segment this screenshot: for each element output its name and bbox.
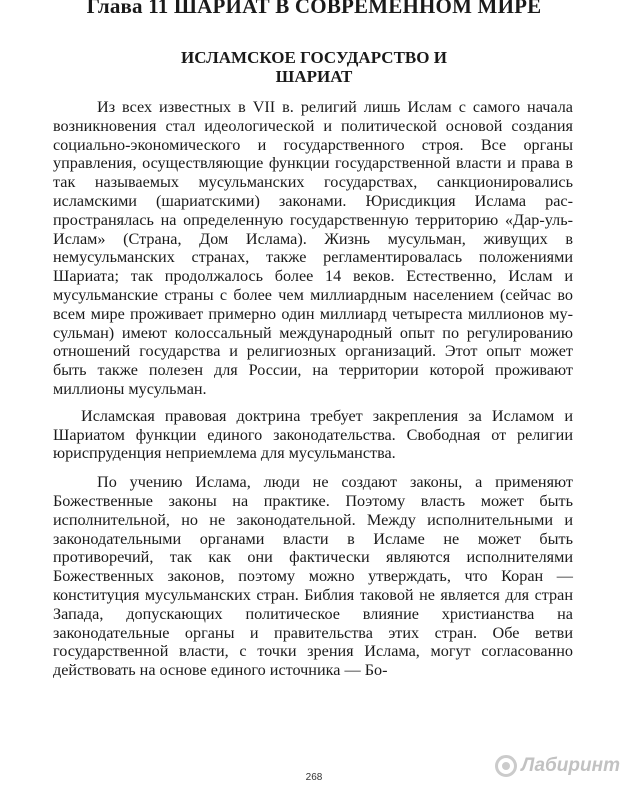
body-text [53,98,573,688]
section-title-line-2: ШАРИАТ [275,67,353,86]
watermark-text: Лабиринт [521,755,620,776]
paragraph: Исламская правовая доктрина требует закрепления за Исламом и Шариатом функции единого законодательства. Свободная от религии юриспруденция неприемлема для мусульманства. [53,406,573,463]
watermark-logo [495,755,620,777]
section-title [0,48,628,86]
section-title-line-1: ИСЛАМСКОЕ ГОСУДАРСТВО И [181,48,447,67]
labirint-logo-icon [495,755,517,777]
paragraph: По учению Ислама, люди не создают законы, а применяют Божественные законы на практике. Поэтому власть может быть исполнительной, но не законодательной. Между исполнительными и законодательными органами власти в Исламе не может быть противоречий, так как они фактически являются исполнителями Божественных законов, поэтому можно утверждать, что Коран — конституция мусульманских стран. Библия таковой не является для стран Запада, допускающих политическое влияние христианства на законодательные органы и правительства этих стран. Обе ветви государственной власти, с точки зрения Ислама, могут согласованно действовать на основе единого источника — Бо- [53,473,573,680]
paragraph: Из всех известных в VII в. религий лишь Ислам с самого начала возникновения стал идеологической и политической основой создания социально-экономического и государственного строя. Все органы управления, осуществляющие функции государственной власти и права в так называемых мусульманских государствах, санкционировались исламскими (шариатскими) законами. Юрисдикция Ислама рас-пространялась на определенную государственную территорию «Дар-уль-Ислам» (Страна, Дом Ислама). Жизнь мусульман, живущих в немусульманских странах, также регламентировалась положениями Шариата; так продолжалось более 14 веков. Естественно, Ислам и мусульманские страны с более чем миллиардным населением (сейчас во всем мире проживает примерно один миллиард четыреста миллионов му-сульман) имеют колоссальный международный опыт по регулированию отношений государства и религиозных организаций. Этот опыт может быть также полезен для России, на территории которой проживают миллионы мусульман. [53,98,573,398]
page-number: 268 [305,772,323,783]
chapter-title: Глава 11 ШАРИАТ В СОВРЕМЕННОМ МИРЕ [86,0,542,18]
